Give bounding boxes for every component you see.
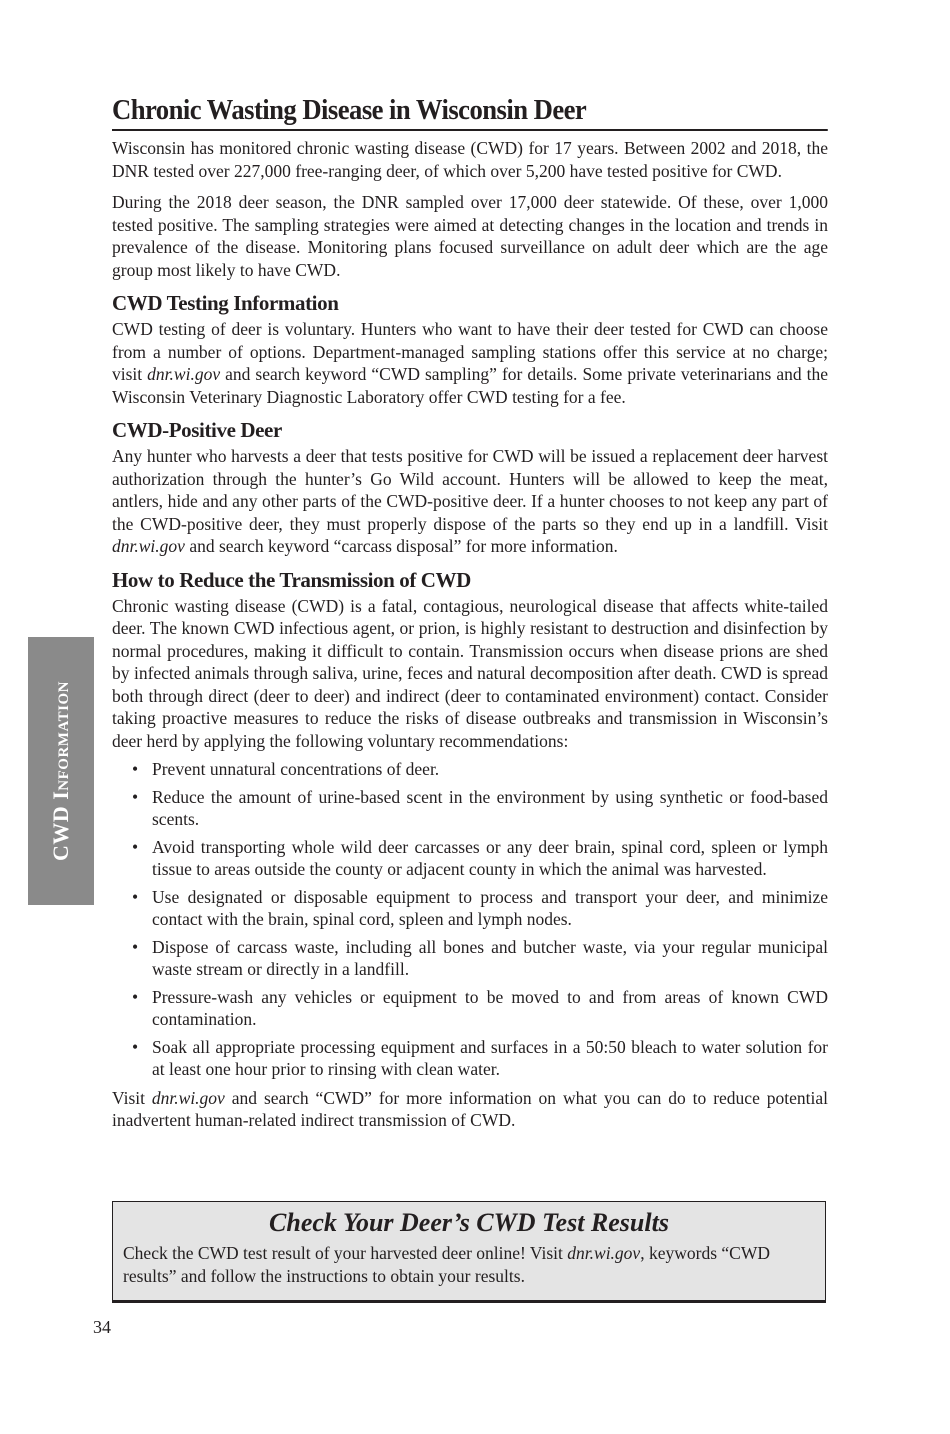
transmission-paragraph: Chronic wasting disease (CWD) is a fatal, contagious, neurological disease that affects white-tailed deer. The known CWD infectious agent, or prion, is highly resistant to destruction and disinfection by normal procedures, making it difficult to contain. Transmission occurs when disease prions are shed by infected animals through saliva, urine, feces and natural decomposition after death. CWD is spread both through direct (deer to deer) and indirect (deer to contaminated environment) contact. Consider taking proactive measures to reduce the risks of disease outbreaks and transmission in Wisconsin’s deer herd by applying the following voluntary recommendations: — [112, 595, 828, 751]
callout-text-a: Check the CWD test result of your harvested deer online! Visit — [123, 1243, 568, 1263]
list-item — [112, 936, 828, 981]
callout-text — [113, 1242, 825, 1287]
page-number: 34 — [93, 1317, 111, 1337]
transmission-heading: How to Reduce the Transmission of CWD — [112, 567, 471, 592]
section-side-tab — [28, 637, 94, 905]
page-title: Chronic Wasting Disease in Wisconsin Deer — [112, 92, 828, 131]
positive-link: dnr.wi.gov — [112, 536, 185, 556]
positive-text-b: and search keyword “carcass disposal” for more information. — [184, 536, 618, 556]
side-tab-label: CWD Information — [48, 680, 73, 862]
bullet: • — [132, 786, 139, 807]
recommendation-text: Prevent unnatural concentrations of deer. — [152, 759, 440, 779]
list-item — [112, 786, 828, 831]
bullet: • — [132, 1036, 139, 1057]
recommendation-text: Use designated or disposable equipment to process and transport your deer, and minimize contact with the brain, spinal cord, spleen and lymph nodes. — [152, 886, 828, 929]
recommendation-text: Soak all appropriate processing equipment and surfaces in a 50:50 bleach to water solution for at least one hour prior to rinsing with clean water. — [152, 1036, 828, 1079]
bullet: • — [132, 836, 139, 857]
testing-text-a: CWD testing of deer is voluntary. Hunters who want to have their deer tested for CWD can choose from a number of options. Department-managed sampling stations offer this service at no charge; visit — [112, 319, 828, 384]
closing-paragraph — [112, 1087, 828, 1132]
list-item — [112, 886, 828, 931]
bullet: • — [132, 886, 139, 907]
positive-text-a: Any hunter who harvests a deer that tests positive for CWD will be issued a replacement deer harvest authorization through the hunter’s Go Wild account. Hunters will be allowed to keep the meat, antlers, hide and any other parts of the CWD-positive deer. If a hunter chooses to not keep any part of the CWD-positive deer, they must properly dispose of the parts so they end up in a landfill. Visit — [112, 446, 828, 534]
positive-heading: CWD-Positive Deer — [112, 418, 282, 442]
bullet: • — [132, 936, 139, 957]
testing-paragraph — [112, 318, 828, 408]
recommendation-text: Pressure-wash any vehicles or equipment to be moved to and from areas of known CWD contamination. — [152, 986, 828, 1029]
test-results-callout — [112, 1201, 826, 1303]
testing-link: dnr.wi.gov — [147, 364, 221, 384]
list-item — [112, 1036, 828, 1081]
positive-paragraph — [112, 445, 828, 558]
bullet: • — [132, 759, 139, 779]
recommendations-list — [112, 758, 828, 1081]
bullet: • — [132, 986, 139, 1007]
closing-link: dnr.wi.gov — [151, 1087, 225, 1108]
closing-text-a: Visit — [112, 1087, 152, 1108]
closing-text-b: and search “CWD” for more information on what you can do to reduce potential inadvertent human-related indirect transmission of CWD. — [112, 1087, 828, 1130]
callout-link: dnr.wi.gov — [567, 1243, 641, 1263]
recommendation-text: Avoid transporting whole wild deer carcasses or any deer brain, spinal cord, spleen or lymph tissue to areas outside the county or adjacent county in which the animal was harvested. — [152, 836, 828, 879]
article — [112, 92, 828, 1132]
list-item — [112, 758, 828, 781]
testing-text-b: and search keyword “CWD sampling” for details. Some private veterinarians and the Wisconsin Veterinary Diagnostic Laboratory offer CWD testing for a fee. — [112, 364, 828, 407]
list-item — [112, 986, 828, 1031]
testing-heading: CWD Testing Information — [112, 291, 339, 315]
recommendation-text: Dispose of carcass waste, including all bones and butcher waste, via your regular municipal waste stream or directly in a landfill. — [152, 936, 828, 979]
callout-text-b: , keywords “CWD results” and follow the instructions to obtain your results. — [123, 1243, 770, 1286]
recommendation-text: Reduce the amount of urine-based scent in the environment by using synthetic or food-based scents. — [152, 786, 828, 829]
callout-heading: Check Your Deer’s CWD Test Results — [269, 1208, 669, 1237]
list-item — [112, 836, 828, 881]
intro-paragraph-2: During the 2018 deer season, the DNR sampled over 17,000 deer statewide. Of these, over 1,000 tested positive. The sampling strategies were aimed at detecting changes in the location and trends in prevalence of the disease. Monitoring plans focused surveillance on adult deer which are the age group most likely to have CWD. — [112, 192, 828, 280]
intro-paragraph-1: Wisconsin has monitored chronic wasting disease (CWD) for 17 years. Between 2002 and 2018, the DNR tested over 227,000 free-ranging deer, of which over 5,200 have tested positive for CWD. — [112, 138, 828, 181]
